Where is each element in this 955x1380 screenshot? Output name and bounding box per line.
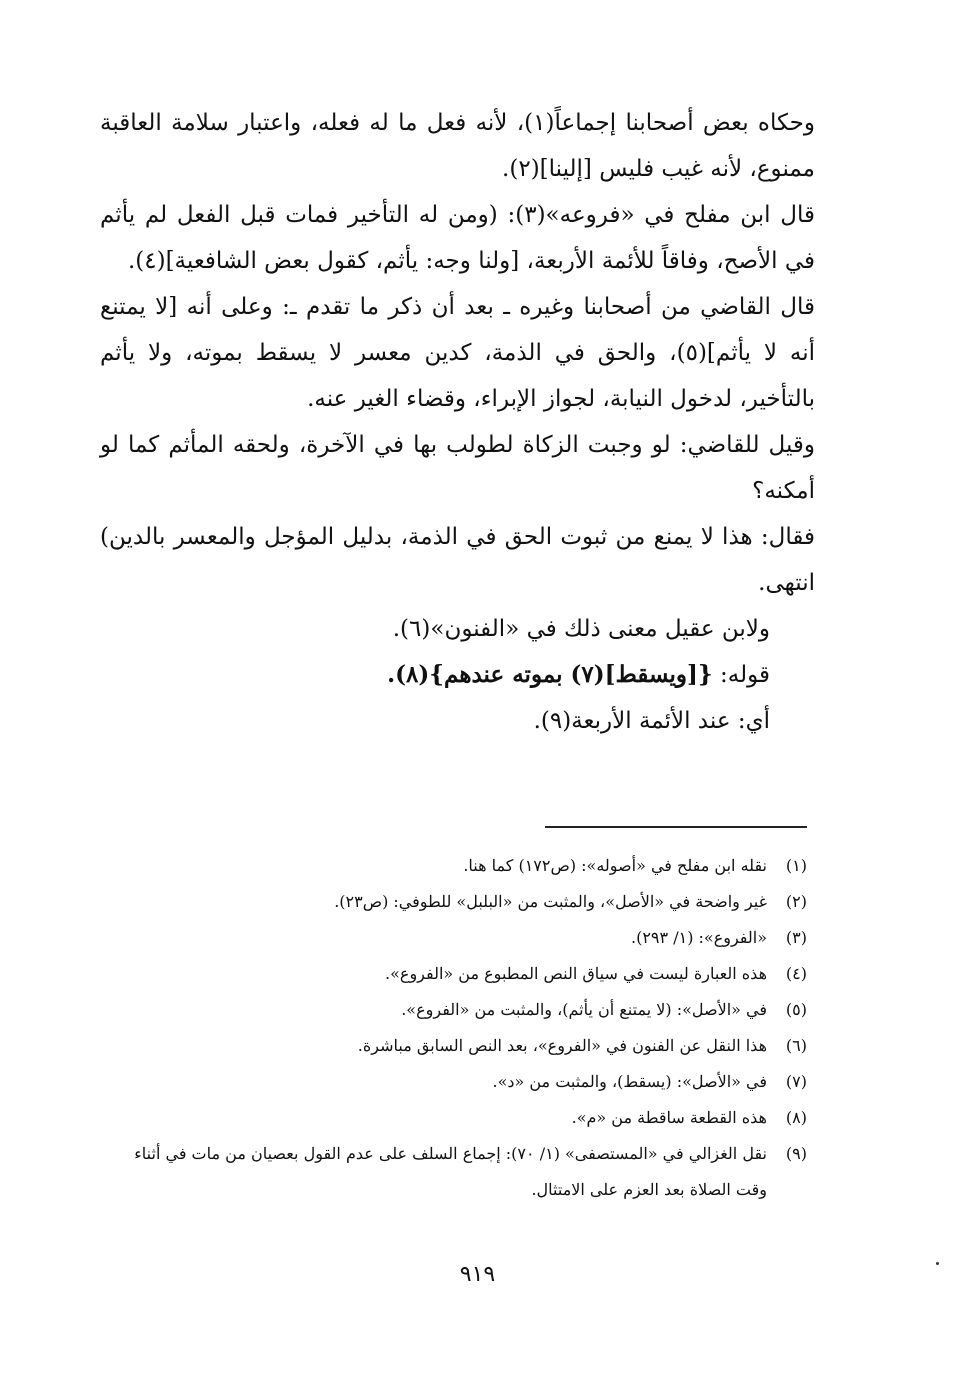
footnote	[100, 1064, 815, 1100]
quote-prefix: قوله:	[712, 662, 770, 688]
footnote	[100, 1028, 815, 1064]
footnote	[100, 956, 815, 992]
footnote	[100, 848, 815, 884]
footnote-number: (٩)	[785, 1144, 807, 1163]
footnote-number: (٥)	[785, 1000, 807, 1019]
quoted-matn: {[ويسقط](٧) بموته عندهم}(٨).	[387, 661, 713, 688]
footnote-text: «الفروع»: (١/ ٢٩٣).	[631, 928, 767, 947]
paragraph-8: أي: عند الأئمة الأربعة(٩).	[533, 708, 770, 734]
footnote-number: (٢)	[785, 892, 807, 911]
page-number: ٩١٩	[459, 1262, 496, 1287]
paragraph-2: قال ابن مفلح في «فروعه»(٣): (ومن له التأخير فمات قبل الفعل لم يأثم في الأصح، وفاقاً للأئمة الأربعة، [ولنا وجه: يأثم، كقول بعض الشافعية](٤).	[100, 202, 815, 274]
footnote-number: (٦)	[785, 1036, 807, 1055]
footnote-number: (٨)	[785, 1108, 807, 1127]
paragraph-7	[100, 652, 815, 698]
footnote	[100, 884, 815, 920]
footnote-text: غير واضحة في «الأصل»، والمثبت من «البلبل» للطوفي: (ص٢٣).	[334, 892, 767, 911]
scan-speck	[936, 1262, 939, 1265]
paragraph-1: وحكاه بعض أصحابنا إجماعاً(١)، لأنه فعل ما له فعله، واعتبار سلامة العاقبة ممنوع، لأنه غيب فليس [إلينا](٢).	[100, 110, 816, 182]
paragraph-4: وقيل للقاضي: لو وجبت الزكاة لطولب بها في الآخرة، ولحقه المأثم كما لو أمكنه؟	[100, 432, 815, 504]
footnotes	[100, 848, 815, 1208]
footnote-text: في «الأصل»: (لا يمتنع أن يأثم)، والمثبت من «الفروع».	[401, 1000, 767, 1019]
footnote-number: (٧)	[785, 1072, 807, 1091]
footnote	[100, 992, 815, 1028]
paragraph-3: قال القاضي من أصحابنا وغيره ـ بعد أن ذكر ما تقدم ـ: وعلى أنه [لا يمتنع أنه لا يأثم](٥)، والحق في الذمة، كدين معسر لا يسقط بموته، ولا يأثم بالتأخير، لدخول النيابة، لجواز الإبراء، وقضاء الغير عنه.	[100, 294, 815, 412]
footnote	[100, 920, 815, 956]
footnote-text: نقل الغزالي في «المستصفى» (١/ ٧٠): إجماع السلف على عدم القول بعصيان من مات في أثناء وقت الصلاة بعد العزم على الامتثال.	[134, 1144, 767, 1199]
footnote-text: هذه العبارة ليست في سياق النص المطبوع من «الفروع».	[385, 964, 767, 983]
footnote-number: (٤)	[785, 964, 807, 983]
footnote-text: هذا النقل عن الفنون في «الفروع»، بعد النص السابق مباشرة.	[357, 1036, 767, 1055]
paragraph-6: ولابن عقيل معنى ذلك في «الفنون»(٦).	[392, 616, 770, 642]
footnote-number: (٣)	[785, 928, 807, 947]
footnote-separator	[545, 826, 807, 828]
footnote-text: نقله ابن مفلح في «أصوله»: (ص١٧٢) كما هنا.	[463, 856, 767, 875]
footnote	[100, 1136, 815, 1208]
footnote-text: هذه القطعة ساقطة من «م».	[571, 1108, 767, 1127]
main-text	[100, 100, 815, 744]
footnote-text: في «الأصل»: (يسقط)، والمثبت من «د».	[492, 1072, 767, 1091]
footnote-number: (١)	[785, 856, 807, 875]
footnote	[100, 1100, 815, 1136]
paragraph-5: فقال: هذا لا يمنع من ثبوت الحق في الذمة، بدليل المؤجل والمعسر بالدين) انتهى.	[100, 524, 815, 596]
